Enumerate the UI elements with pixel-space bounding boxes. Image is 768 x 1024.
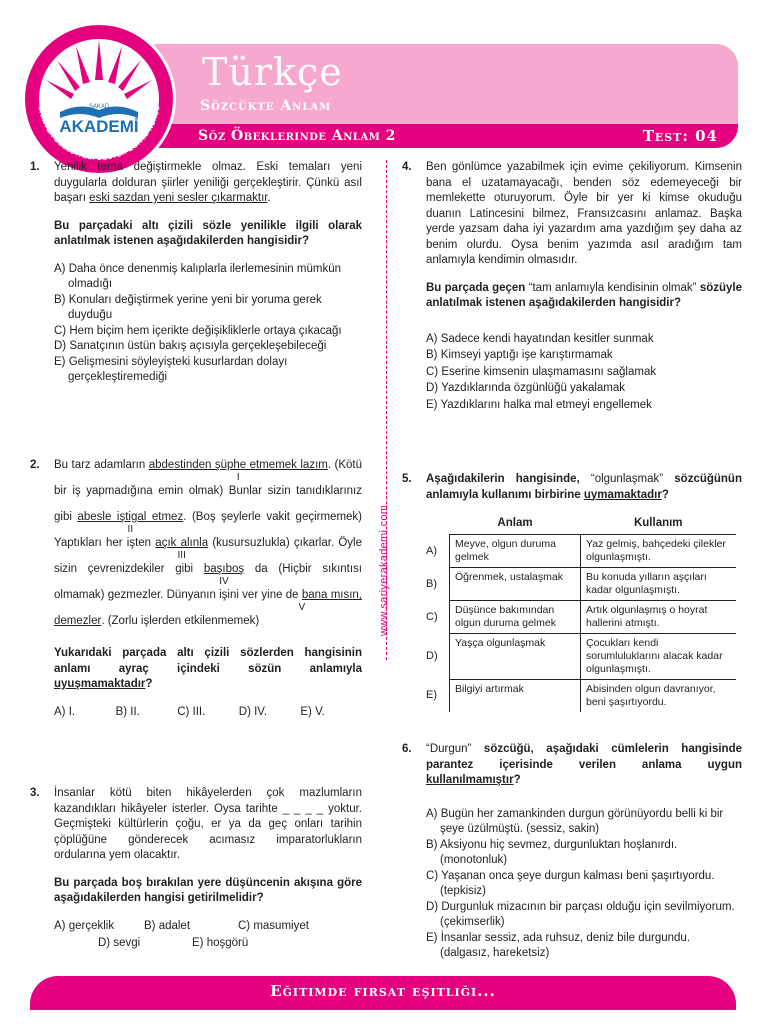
question-number: 2. — [30, 459, 40, 471]
option-b[interactable]: B) adalet — [144, 919, 191, 932]
question-passage: İnsanlar kötü biten hikâyelerden çok mazlumların kazandıkları hikâyeler isterler. Oysa tarihte _ _ _ _ yoktur. Geçmişteki kültürlerin çoğu, er ya da geç onları tarihin çöplüğüne gönderecek acımasız imparatorlukların ordularına yem olacaktır. — [54, 787, 362, 861]
column-header-usage: Kullanım — [581, 513, 737, 535]
question-2 — [30, 452, 362, 720]
option-d[interactable]: D) Durgunluk mizacının bir parçası olduğu için sevilmiyorum. (çekimserlik) — [426, 900, 735, 928]
question-passage: Yenilik tema değiştirmekle olmaz. Eski temaları yeni duygularla dolduran şiirler yeniliği gerçekleştirir. Çünkü asıl başarı eski sazdan yeni sesler çıkarmaktır. — [54, 161, 362, 204]
question-stem: “Durgun” sözcüğü, aşağıdaki cümlelerin hangisinde parantez içerisinde verilen anlama uygun kullanılmamıştır? — [426, 743, 742, 786]
question-4 — [402, 160, 742, 413]
table-row[interactable]: C) Düşünce bakımından olgun duruma gelmek Artık olgunlaşmış o hoyrat hallerini atmıştı. — [426, 601, 736, 634]
question-3 — [30, 786, 362, 952]
question-number: 1. — [30, 161, 40, 173]
option-c[interactable]: C) III. — [177, 705, 206, 718]
option-d[interactable]: D) Yazdıklarında özgünlüğü yakalamak — [426, 382, 626, 394]
option-e[interactable]: E) Yazdıklarını halka mal etmeyi engellemek — [426, 398, 652, 411]
option-a[interactable]: A) gerçeklik — [54, 919, 115, 932]
question-number: 4. — [402, 161, 412, 173]
option-c[interactable]: C) Eserine kimsenin ulaşmamasını sağlamak — [426, 365, 657, 378]
question-stem: Bu parçadaki altı çizili sözle yenilikle ilgili olarak anlatılmak istenen aşağıdakilerden hangisidir? — [54, 219, 362, 247]
logo-wordmark: AKADEMİ — [59, 117, 139, 136]
question-number: 5. — [402, 473, 412, 485]
option-e[interactable]: E) Gelişmesini söyleyişteki kusurlardan dolayı gerçekleştiremediği — [54, 355, 288, 383]
option-e[interactable]: E) İnsanlar sessiz, ada ruhsuz, deniz bile durgundu. (dalgasız, hareketsiz) — [426, 931, 691, 959]
question-stem: Bu parçada geçen “tam anlamıyla kendisinin olmak” sözüyle anlatılmak istenen aşağıdakilerden hangisidir? — [426, 281, 743, 309]
subject-title: Türkçe — [202, 50, 343, 94]
question-passage: Bu tarz adamların abdestinden şüphe etmemek lazım I . (Kötü bir iş yapmadığına emin olmak) Bunlar sizin tanıdıklarınız gibi abesle iştigal etmez II . (Boş şeylerle vakit geçirmemek) Yaptıkları her işten açık alınla III (kusursuzlukla) çıkarlar. Öyle sizin çevrenizdekiler gibi başıboş IV da (Hiçbir sıkıntısı olmamak) gezmezler. Dünyanın işini ver yine de bana mısın, demezler V . (Zorlu işlerden etkilenmemek) — [54, 459, 363, 627]
option-a[interactable]: A) I. — [54, 705, 76, 718]
table-row[interactable]: B) Öğrenmek, ustalaşmak Bu konuda yılların aşçıları kadar olgunlaşmıştı. — [426, 568, 736, 601]
options-list — [426, 332, 742, 414]
option-e[interactable]: E) V. — [300, 705, 325, 718]
question-5 — [402, 472, 742, 712]
question-passage: Ben gönlümce yazabilmek için evime çekiliyorum. Kimsenin bana el uzatamayacağı, benden söz edemeyeceği bir memlekette oturuyorum. Öyle bir yer ki kimse okuduğu duanın Latincesini bilmez, Fransızcasını anlamaz. Başka yerde yazsam daha iyi yazardım ama yazdığım şey daha az benim olurdu. Oysa benim yazımda asıl aradığım tam anlamıyla kendimin olmasıdır. — [426, 161, 742, 266]
option-b[interactable]: B) II. — [115, 705, 140, 718]
options-list — [54, 705, 362, 721]
options-list — [426, 807, 742, 962]
svg-text:SAKAD: SAKAD — [88, 104, 110, 110]
footer-banner — [30, 976, 736, 1010]
website-url[interactable]: www.sariyerakademi.com — [378, 504, 390, 636]
option-d[interactable]: D) sevgi — [98, 937, 141, 949]
option-d[interactable]: D) Sanatçının üstün bakış açısıyla gerçekleşebileceği — [54, 340, 327, 352]
option-b[interactable]: B) Konuları değiştirmek yerine yeni bir yoruma gerek duyduğu — [54, 293, 322, 321]
test-number: Test: 04 — [642, 127, 718, 145]
question-6 — [402, 742, 742, 962]
akademi-logo — [20, 20, 178, 178]
topic-title: Söz Öbeklerinde Anlam 2 — [198, 128, 396, 144]
option-a[interactable]: A) Bugün her zamankinden durgun görünüyordu belli ki bir şeye üzülmüştü. (sessiz, sakin) — [426, 807, 724, 835]
table-row[interactable]: A) Meyve, olgun duruma gelmek Yaz gelmiş, bahçedeki çilekler olgunlaşmıştı. — [426, 535, 736, 568]
option-c[interactable]: C) Hem biçim hem içerikte değişikliklerle ortaya çıkacağı — [54, 324, 342, 337]
meaning-usage-table — [426, 513, 736, 712]
question-number: 6. — [402, 743, 412, 755]
footer-slogan: Eğitimde fırsat eşitliği... — [270, 982, 496, 1000]
unit-title: Sözcükte Anlam — [200, 98, 332, 114]
options-list — [54, 919, 362, 952]
option-a[interactable]: A) Sadece kendi hayatından kesitler sunmak — [426, 332, 654, 345]
question-number: 3. — [30, 787, 40, 799]
question-stem: Bu parçada boş bırakılan yere düşüncenin akışına göre aşağıdakilerden hangisi getirilmelidir? — [54, 876, 362, 904]
option-e[interactable]: E) hoşgörü — [192, 937, 249, 949]
option-c[interactable]: C) masumiyet — [238, 919, 309, 932]
option-d[interactable]: D) IV. — [238, 705, 268, 718]
table-row[interactable]: E) Bilgiyi artırmak Abisinden olgun davranıyor, beni şaşırtıyordu. — [426, 680, 736, 713]
option-a[interactable]: A) Daha önce denenmiş kalıplarla ilerlemesinin mümkün olmadığı — [54, 262, 341, 290]
question-stem: Aşağıdakilerin hangisinde, “olgunlaşmak” sözcüğünün anlamıyla kullanımı birbirine uymamaktadır? — [426, 473, 742, 501]
options-list — [54, 262, 362, 386]
option-b[interactable]: B) Aksiyonu hiç sevmez, durgunluktan hoşlanırdı. (monotonluk) — [426, 838, 678, 866]
question-1 — [30, 160, 362, 386]
option-b[interactable]: B) Kimseyi yaptığı işe karıştırmamak — [426, 349, 613, 361]
question-stem: Yukarıdaki parçada altı çizili sözlerden hangisinin anlamı ayraç içindeki sözün anlamıyla uyuşmamaktadır? — [54, 647, 362, 690]
option-c[interactable]: C) Yaşanan onca şeye durgun kalması beni şaşırtıyordu. (tepkisiz) — [426, 869, 715, 897]
column-header-meaning: Anlam — [450, 513, 581, 535]
table-row[interactable]: D) Yaşça olgunlaşmak Çocukları kendi sorumluluklarını alacak kadar olgunlaşmıştı. — [426, 634, 736, 680]
svg-text:SARIYER BELEDİYESİ DESTEK EĞİT: SARIYER BELEDİYESİ DESTEK EĞİTİM KURSU — [36, 104, 162, 163]
